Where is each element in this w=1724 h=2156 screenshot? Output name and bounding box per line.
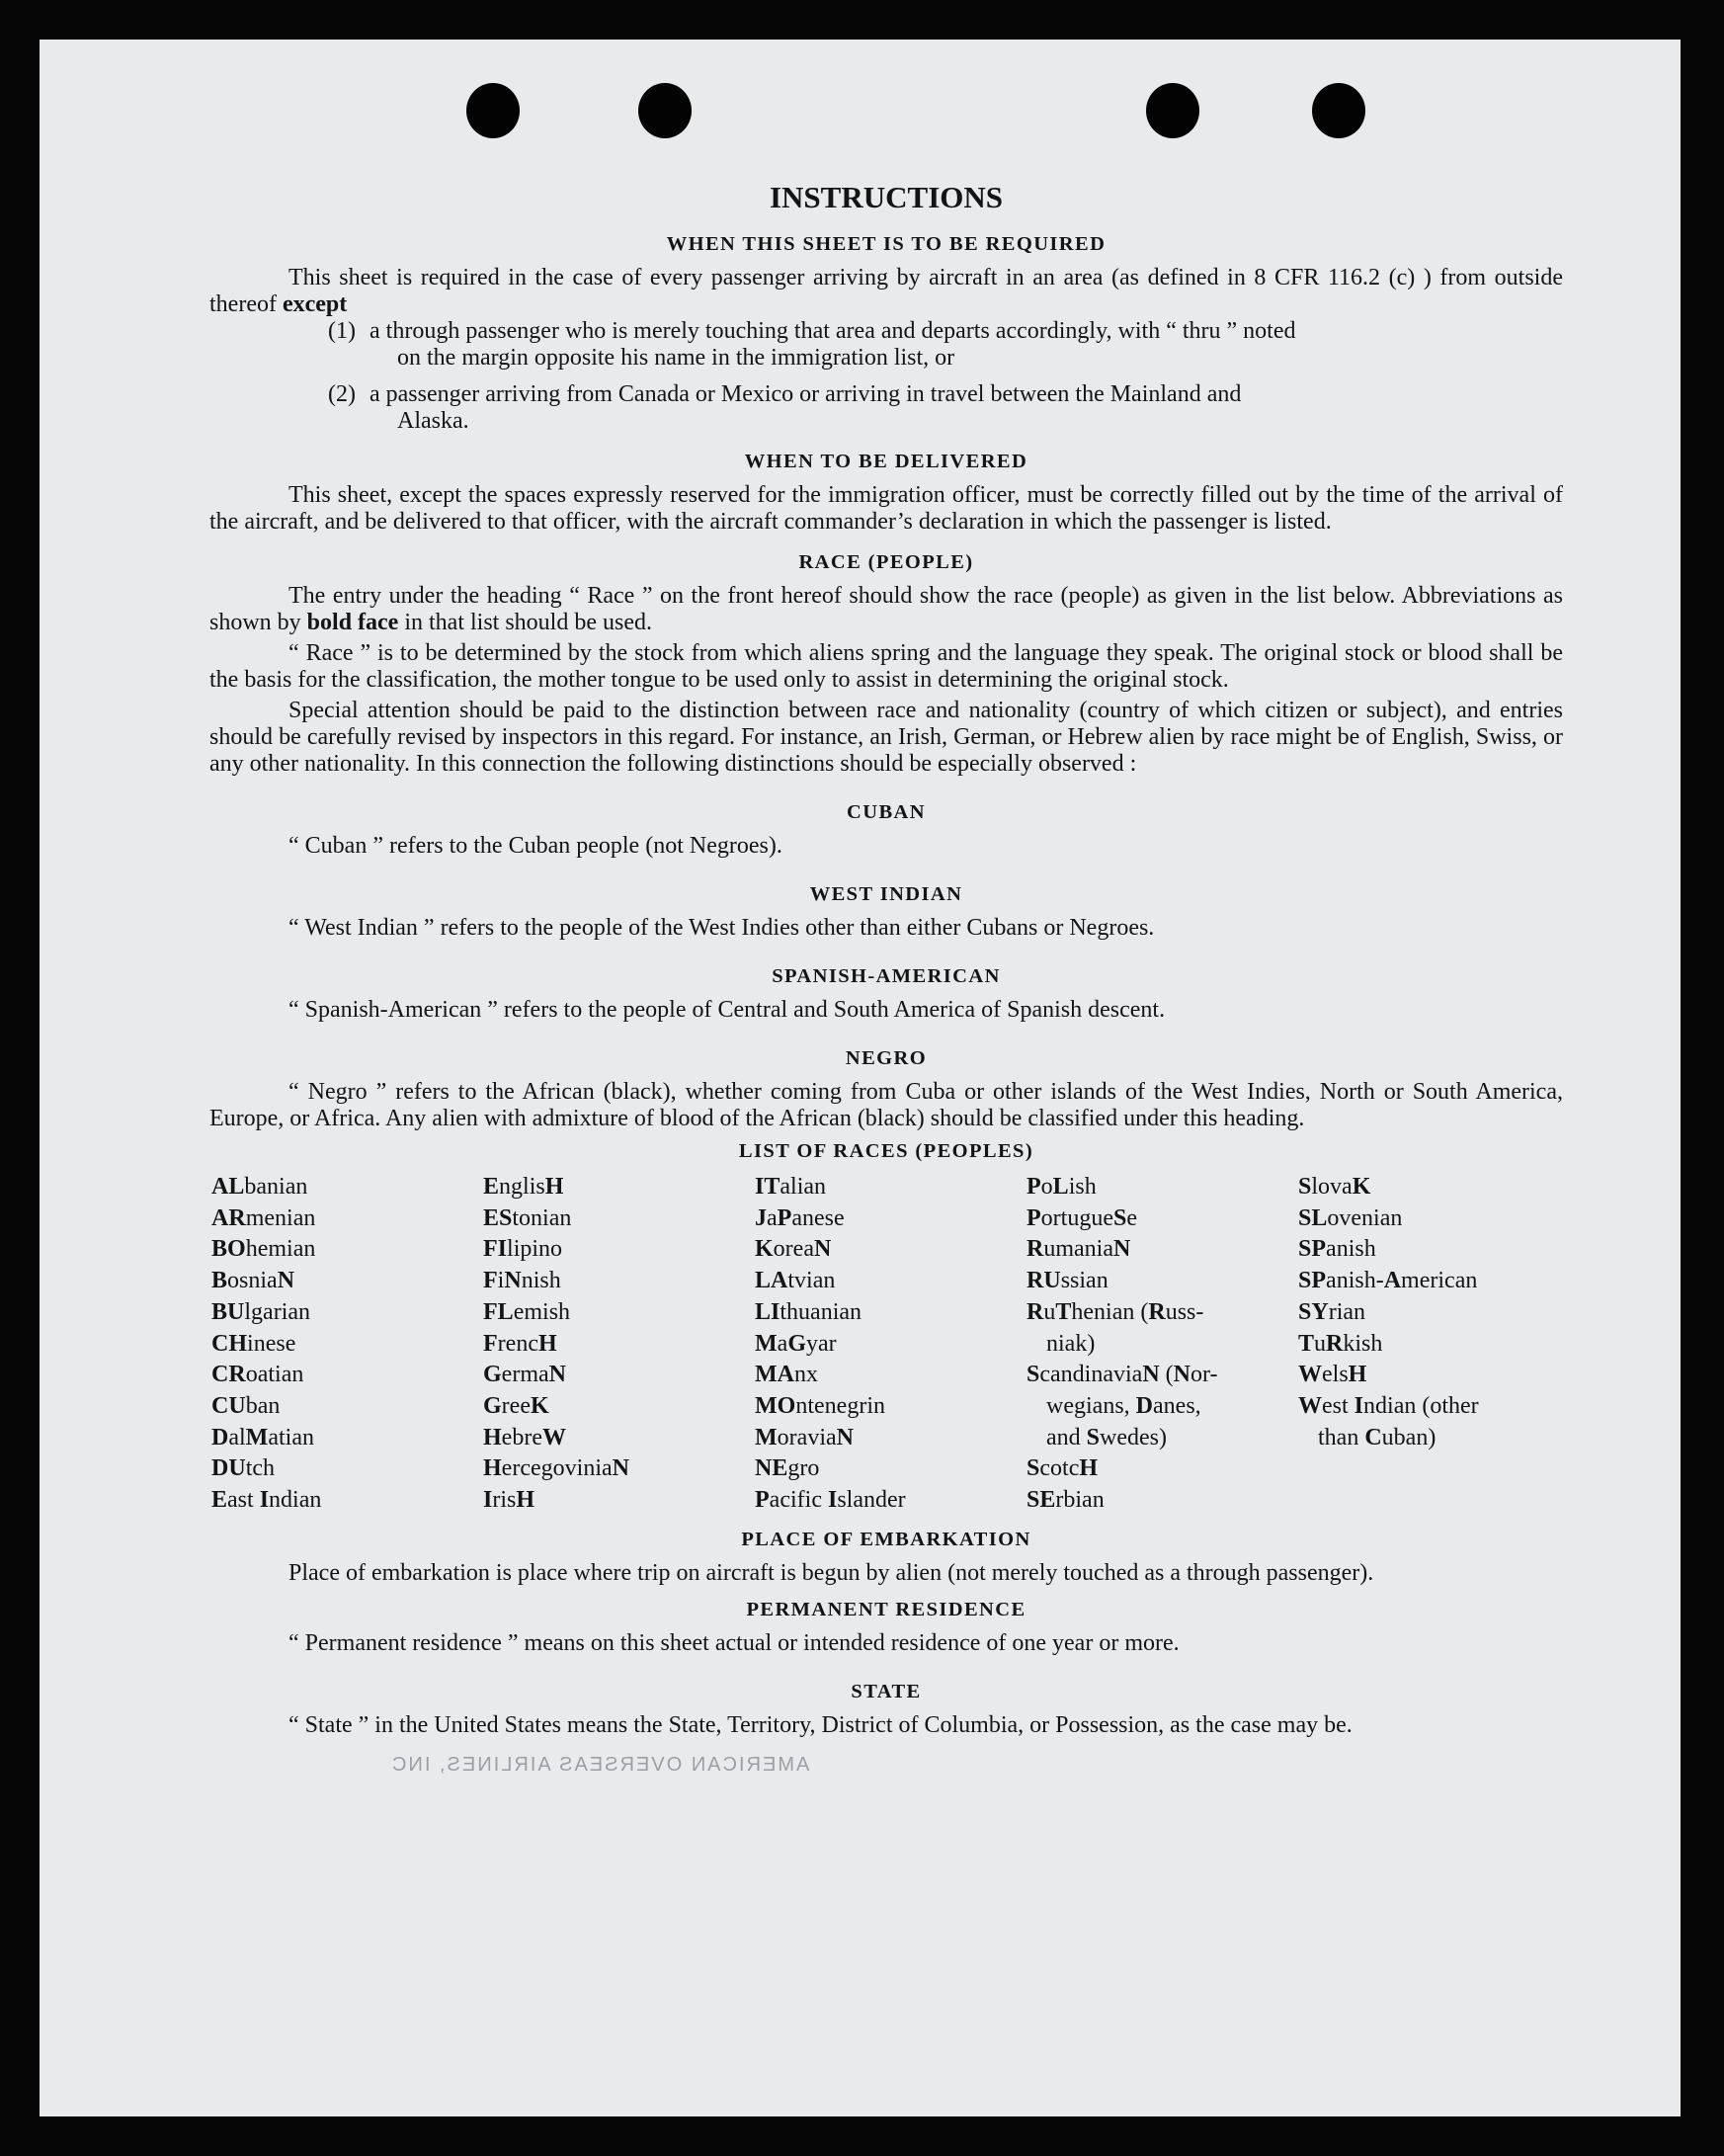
race-item: West Indian (other <box>1298 1392 1479 1419</box>
race-item: ALbanian <box>211 1174 308 1200</box>
race-item: RumaniaN <box>1026 1236 1131 1263</box>
race-item: DalMatian <box>211 1424 314 1451</box>
heading-state: STATE <box>851 1680 922 1702</box>
heading-race: RACE (PEOPLE) <box>798 551 974 573</box>
race-item: SLovenian <box>1298 1204 1403 1231</box>
race-item: WelsH <box>1298 1362 1367 1388</box>
page-title: INSTRUCTIONS <box>769 180 1003 214</box>
race-item: RUssian <box>1026 1268 1108 1294</box>
race-item: JaPanese <box>755 1204 845 1231</box>
race-item: EStonian <box>483 1204 572 1231</box>
heading-list-of-races: LIST OF RACES (PEOPLES) <box>738 1140 1034 1162</box>
race-item: FIlipino <box>483 1236 563 1263</box>
paragraph-negro: “ Negro ” refers to the African (black), whether coming from Cuba or other islands of the West Indies, North or South America, Europe, or Africa. Any alien with admixture of blood of the African (black) should be classified under this heading. <box>209 1079 1563 1131</box>
instructions-body <box>209 178 1563 1739</box>
race-item: FiNnish <box>483 1268 561 1294</box>
race-item: and Swedes) <box>1046 1424 1168 1451</box>
paragraph-race-3: Special attention should be paid to the distinction between race and nationality (country of which citizen or subject), and entries should be carefully revised by inspectors in this regard. For instance, an Irish, German, or Hebrew alien by race might be of English, Swiss, or any other nationality. In this connection the following distinctions should be especially observed : <box>209 698 1563 777</box>
document-sheet <box>40 40 1681 2116</box>
race-item: GermaN <box>483 1362 566 1388</box>
heading-when-required: WHEN THIS SHEET IS TO BE REQUIRED <box>666 233 1107 255</box>
heading-when-delivered: WHEN TO BE DELIVERED <box>744 451 1028 472</box>
race-item: CHinese <box>211 1330 296 1357</box>
heading-negro: NEGRO <box>845 1047 928 1069</box>
race-item: PortugueSe <box>1026 1204 1138 1231</box>
race-item: MOntenegrin <box>755 1392 885 1419</box>
race-item: LIthuanian <box>755 1298 862 1325</box>
race-item: HebreW <box>483 1424 566 1451</box>
punch-hole <box>1146 83 1199 138</box>
race-item: SYrian <box>1298 1298 1366 1325</box>
race-item: EnglisH <box>483 1174 564 1200</box>
race-item: BOhemian <box>211 1236 316 1263</box>
race-item: East Indian <box>211 1487 322 1514</box>
race-column-3 <box>755 1172 1026 1517</box>
race-item: BUlgarian <box>211 1298 311 1325</box>
race-item: SPanish-American <box>1298 1268 1478 1294</box>
race-list <box>211 1172 1563 1517</box>
race-column-5 <box>1298 1172 1570 1517</box>
race-item: HercegoviniaN <box>483 1455 629 1482</box>
punch-hole <box>1312 83 1365 138</box>
race-item: KoreaN <box>755 1236 832 1263</box>
race-item: DUtch <box>211 1455 276 1482</box>
race-item: GreeK <box>483 1392 549 1419</box>
race-item: SPanish <box>1298 1236 1376 1263</box>
race-item: SlovaK <box>1298 1174 1371 1200</box>
race-item: wegians, Danes, <box>1046 1392 1201 1419</box>
heading-spanish-american: SPANISH-AMERICAN <box>772 965 1001 987</box>
paragraph-permanent-residence: “ Permanent residence ” means on this sheet actual or intended residence of one year or more. <box>288 1629 1180 1656</box>
paragraph-west-indian: “ West Indian ” refers to the people of the West Indies other than either Cubans or Negroes. <box>288 915 1155 941</box>
punch-hole <box>466 83 520 138</box>
heading-embarkation: PLACE OF EMBARKATION <box>741 1528 1031 1550</box>
race-item: CUban <box>211 1392 281 1419</box>
heading-permanent-residence: PERMANENT RESIDENCE <box>746 1598 1026 1620</box>
paragraph-embarkation: Place of embarkation is place where trip on aircraft is begun by alien (not merely touched as a through passenger). <box>288 1559 1374 1586</box>
heading-cuban: CUBAN <box>847 801 926 823</box>
race-item: Pacific Islander <box>755 1487 906 1514</box>
race-item: than Cuban) <box>1318 1424 1437 1451</box>
race-item: MoraviaN <box>755 1424 854 1451</box>
exception-item-2: (2) a passenger arriving from Canada or Mexico or arriving in travel between the Mainland and Alaska. <box>328 381 1242 434</box>
race-item: ARmenian <box>211 1204 316 1231</box>
race-item: NEgro <box>755 1455 820 1482</box>
race-item: CRoatian <box>211 1362 304 1388</box>
paragraph-when-delivered: This sheet, except the spaces expressly reserved for the immigration officer, must be correctly filled out by the time of the arrival of the aircraft, and be delivered to that officer, with the aircraft commander’s declaration in which the passenger is listed. <box>209 482 1563 535</box>
race-item: TuRkish <box>1298 1330 1383 1357</box>
race-item: SErbian <box>1026 1487 1105 1514</box>
race-item: FrencH <box>483 1330 557 1357</box>
race-item: ITalian <box>755 1174 827 1200</box>
race-item: PoLish <box>1026 1174 1097 1200</box>
race-item: BosniaN <box>211 1268 295 1294</box>
race-item: ScandinaviaN (Nor- <box>1026 1362 1218 1388</box>
paragraph-when-required: This sheet is required in the case of every passenger arriving by aircraft in an area (as defined in 8 CFR 116.2 (c) ) from outside thereof except <box>209 265 1563 317</box>
race-column-4 <box>1026 1172 1298 1517</box>
race-column-2 <box>483 1172 755 1517</box>
exception-item-1: (1) a through passenger who is merely touching that area and departs accordingly, with “ thru ” noted on the margin opposite his name in the immigration list, or <box>328 318 1296 371</box>
race-item: IrisH <box>483 1487 535 1514</box>
race-item: niak) <box>1046 1330 1096 1357</box>
race-item: FLemish <box>483 1298 571 1325</box>
paragraph-spanish-american: “ Spanish-American ” refers to the people of Central and South America of Spanish descent. <box>288 997 1166 1023</box>
race-item: MAnx <box>755 1362 818 1388</box>
faint-stamp: AMERICAN OVERSEAS AIRLINES, INC <box>390 1754 810 1776</box>
race-item: RuThenian (Russ- <box>1026 1298 1204 1325</box>
paragraph-state: “ State ” in the United States means the State, Territory, District of Columbia, or Possession, as the case may be. <box>288 1711 1353 1738</box>
heading-west-indian: WEST INDIAN <box>809 883 963 905</box>
race-item: ScotcH <box>1026 1455 1099 1482</box>
paragraph-race-2: “ Race ” is to be determined by the stock from which aliens spring and the language they speak. The original stock or blood shall be the basis for the classification, the mother tongue to be used only to assist in determining the original stock. <box>209 640 1563 693</box>
race-item: MaGyar <box>755 1330 837 1357</box>
punch-hole <box>638 83 692 138</box>
paragraph-race-1: The entry under the heading “ Race ” on the front hereof should show the race (people) as given in the list below. Abbreviations as shown by bold face in that list should be used. <box>209 583 1563 635</box>
race-column-1 <box>211 1172 483 1517</box>
race-item: LAtvian <box>755 1268 836 1294</box>
paragraph-cuban: “ Cuban ” refers to the Cuban people (not Negroes). <box>288 833 782 859</box>
